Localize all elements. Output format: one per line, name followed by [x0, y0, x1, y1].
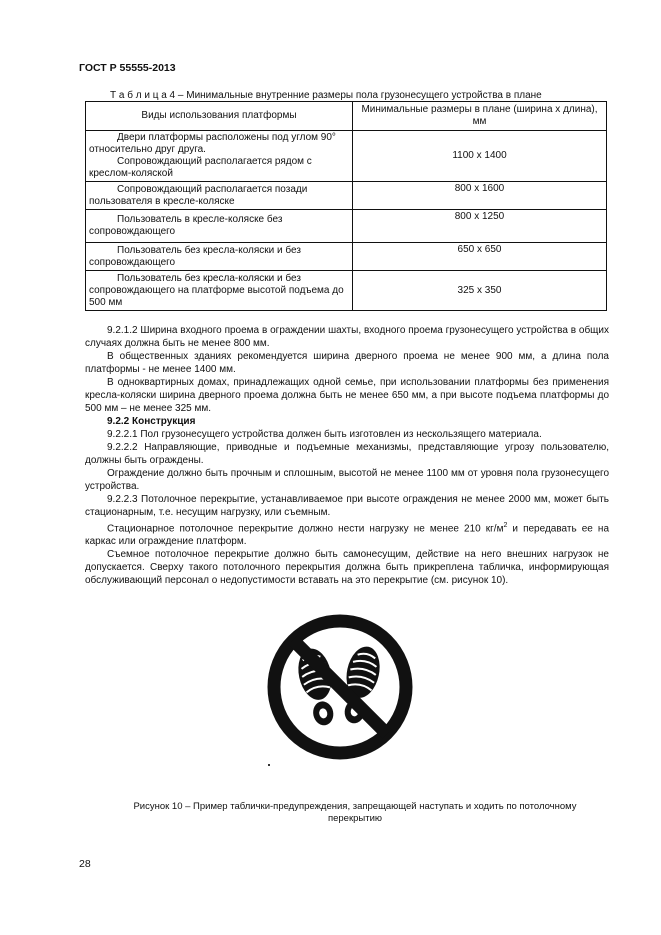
table-row — [86, 131, 607, 182]
paragraph: Ограждение должно быть прочным и сплошным, высотой не менее 1100 мм от уровня пола грузонесущего устройства. — [85, 468, 609, 492]
table-cell-use — [86, 243, 353, 271]
table-header-row — [86, 102, 607, 131]
paragraph: 9.2.2.1 Пол грузонесущего устройства должен быть изготовлен из нескользящего материала. — [107, 429, 542, 440]
paragraph-part: и передавать ее на каркас или ограждение платформ. — [85, 523, 610, 548]
paragraph: Съемное потолочное перекрытие должно быть самонесущим, действие на него внешних нагрузок не допускается. Сверху такого потолочного перекрытия должна быть прикреплена табличка, информирующая обслуживающий персонал о недопустимости вставать на это перекрытие (см. рисунок 10). — [85, 549, 609, 587]
body-text — [85, 324, 609, 587]
table-cell-use — [86, 182, 353, 210]
table-cell-text: Сопровождающий располагается позади пользователя в кресле-коляске — [89, 183, 308, 207]
platform-size-table — [85, 101, 607, 311]
table-cell-text: Двери платформы расположены под углом 90° относительно друг друга. — [89, 132, 336, 155]
superscript: 2 — [503, 522, 508, 529]
page-number: 28 — [79, 858, 91, 870]
table-row — [86, 243, 607, 271]
table-cell-size: 650 х 650 — [353, 243, 607, 271]
stray-dot — [268, 764, 270, 766]
figure-caption: Рисунок 10 – Пример таблички-предупреждения, запрещающей наступать и ходить по потолочному перекрытию — [133, 801, 577, 824]
table-cell-size: 800 х 1250 — [353, 210, 607, 243]
table-cell-text: Сопровождающий располагается рядом с креслом-коляской — [89, 156, 312, 179]
column-header-use: Виды использования платформы — [86, 102, 353, 131]
table-cell-use — [86, 131, 353, 182]
table-row — [86, 182, 607, 210]
table-cell-size: 800 х 1600 — [353, 182, 607, 210]
paragraph: В общественных зданиях рекомендуется ширина дверного проема не менее 900 мм, а длина пола платформы - не менее 1400 мм. — [85, 351, 609, 375]
paragraph: 9.2.2.2 Направляющие, приводные и подъемные механизмы, представляющие угрозу пользователю, должны быть ограждены. — [85, 442, 609, 466]
paragraph: 9.2.1.2 Ширина входного проема в ограждении шахты, входного проема грузонесущего устройства в общих случаях должна быть не менее 800 мм. — [85, 325, 609, 349]
table-cell-use — [86, 210, 353, 243]
table-cell-text: Пользователь в кресле-коляске без сопровождающего — [89, 214, 283, 237]
table-cell-text: Пользователь без кресла-коляски и без сопровождающего — [89, 244, 301, 268]
column-header-size: Минимальные размеры в плане (ширина х длина), мм — [353, 102, 607, 131]
paragraph: 9.2.2.3 Потолочное перекрытие, устанавливаемое при высоте ограждения не менее 2000 мм, может быть стационарным, т.е. несущим нагрузку, или съемным. — [85, 494, 609, 518]
table-caption: Т а б л и ц а 4 – Минимальные внутренние размеры пола грузонесущего устройства в плане — [110, 90, 542, 101]
no-walking-footprints-icon — [265, 612, 415, 762]
paragraph-part: Стационарное потолочное перекрытие должно нести нагрузку не менее 210 кг/м — [107, 523, 504, 535]
table-cell-size: 325 х 350 — [353, 271, 607, 311]
paragraph — [85, 519, 609, 548]
document-header: ГОСТ Р 55555-2013 — [79, 62, 176, 74]
paragraph: В одноквартирных домах, принадлежащих одной семье, при использовании платформы без применения кресла-коляски ширина дверного проема должна быть не менее 650 мм, а при высоте подъема платформы до 500 мм – не менее 325 мм. — [85, 377, 609, 414]
table-cell-size: 1100 х 1400 — [353, 131, 607, 182]
table-cell-use — [86, 271, 353, 311]
table-row — [86, 271, 607, 311]
table-row — [86, 210, 607, 243]
table-cell-text: Пользователь без кресла-коляски и без сопровождающего на платформе высотой подъема до 500 мм — [89, 272, 344, 308]
section-heading: 9.2.2 Конструкция — [107, 416, 196, 427]
